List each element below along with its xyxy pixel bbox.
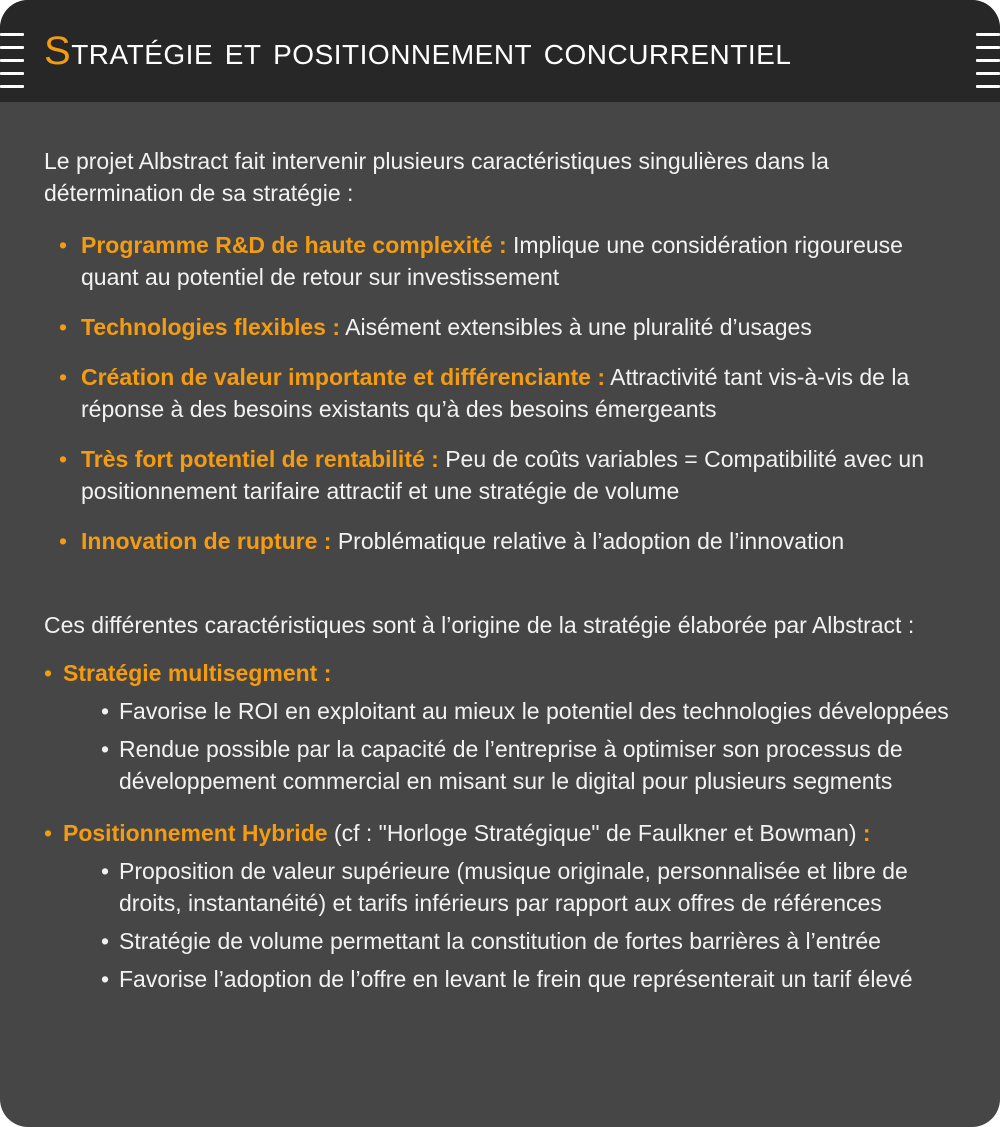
strategy-colon: : (862, 820, 871, 846)
grip-lines-icon (976, 33, 1000, 98)
feature-label: Très fort potentiel de rentabilité : (81, 446, 439, 472)
feature-label: Création de valeur importante et différenciante : (81, 364, 606, 390)
feature-item (44, 525, 964, 557)
card-header (0, 0, 1000, 102)
strategy-points (63, 695, 964, 797)
strategy-item (44, 657, 964, 797)
strategy-label: Stratégie multisegment : (63, 660, 332, 686)
strategy-label: Positionnement Hybride (63, 820, 328, 846)
outro-paragraph: Ces différentes caractéristiques sont à l’origine de la stratégie élaborée par Albstract : (44, 612, 915, 638)
grip-lines-icon (0, 33, 24, 98)
strategy-point: • Proposition de valeur supérieure (musique originale, personnalisée et libre de droits, instantanéité) et tarifs inférieurs par rapport aux offres de références (63, 855, 964, 919)
feature-item (44, 311, 964, 343)
strategy-point: • Favorise l’adoption de l’offre en levant le frein que représenterait un tarif élevé (63, 963, 964, 995)
page-title (44, 28, 791, 74)
feature-item (44, 229, 964, 293)
feature-text: Implique une considération rigoureuse quant au potentiel de retour sur investissement (81, 232, 903, 290)
feature-item (44, 361, 964, 425)
feature-text: Aisément extensibles à une pluralité d’usages (340, 314, 812, 340)
feature-text: Problématique relative à l’adoption de l’innovation (331, 528, 845, 554)
strategy-note: (cf : "Horloge Stratégique" de Faulkner et Bowman) (327, 820, 863, 846)
feature-label: Technologies flexibles : (81, 314, 341, 340)
feature-text: Attractivité tant vis-à-vis de la réponse à des besoins existants qu’à des besoins émergeants (81, 364, 910, 422)
intro-paragraph: Le projet Albstract fait intervenir plusieurs caractéristiques singulières dans la détermination de sa stratégie : (44, 148, 829, 206)
strategy-point: • Stratégie de volume permettant la constitution de fortes barrières à l’entrée (63, 925, 964, 957)
feature-label: Innovation de rupture : (81, 528, 332, 554)
strategy-points (63, 855, 964, 995)
card-content (44, 145, 964, 1015)
strategy-point: • Favorise le ROI en exploitant au mieux le potentiel des technologies développées (63, 695, 964, 727)
strategy-item (44, 817, 964, 995)
feature-item (44, 443, 964, 507)
strategies-list (44, 657, 964, 995)
title-initial: S (44, 29, 72, 73)
features-list (44, 229, 964, 557)
feature-text: Peu de coûts variables = Compatibilité avec un positionnement tarifaire attractif et une stratégie de volume (81, 446, 925, 504)
strategy-point: • Rendue possible par la capacité de l’entreprise à optimiser son processus de développement commercial en misant sur le digital pour plusieurs segments (63, 733, 964, 797)
feature-label: Programme R&D de haute complexité : (81, 232, 507, 258)
title-rest: tratégie et positionnement concurrentiel (71, 29, 792, 73)
